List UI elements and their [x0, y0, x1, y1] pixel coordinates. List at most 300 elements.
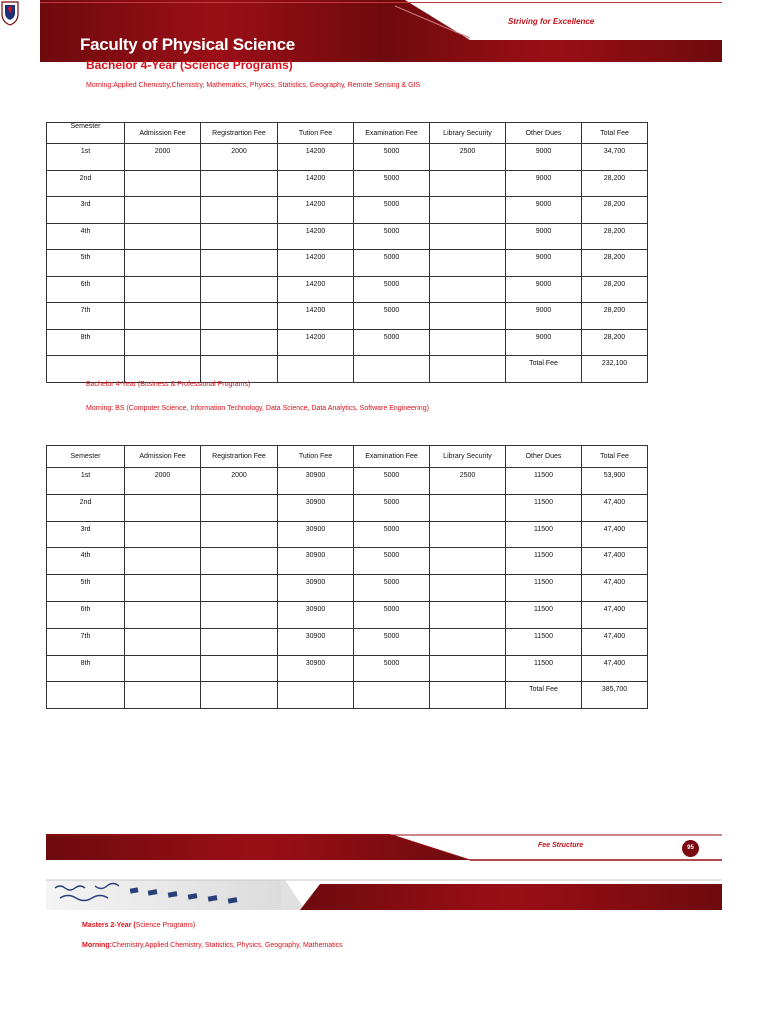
cell-value: 6th	[80, 605, 91, 613]
table-cell	[582, 197, 648, 224]
table-cell	[354, 223, 430, 250]
column-header: Registrartion Fee	[201, 446, 278, 468]
science-programs-heading: Bachelor 4-Year (Science Programs)	[86, 58, 293, 72]
table-cell	[278, 548, 354, 575]
cell-value	[125, 224, 200, 228]
column-header: Admission Fee	[125, 123, 201, 144]
cell-value: 11500	[534, 659, 553, 667]
table-cell	[125, 628, 201, 655]
table-cell	[506, 521, 582, 548]
table-cell	[201, 521, 278, 548]
cell-value: 11500	[534, 498, 553, 506]
cell-value: 5000	[383, 498, 400, 506]
table-cell	[125, 494, 201, 521]
table-cell	[125, 250, 201, 277]
cell-value: 8th	[80, 659, 91, 667]
table-cell	[201, 356, 278, 383]
cell-value: 9000	[535, 227, 552, 235]
table-cell	[582, 170, 648, 197]
science-fee-rows	[47, 144, 648, 383]
cell-value	[430, 629, 505, 633]
table-cell	[430, 329, 506, 356]
table-cell	[201, 197, 278, 224]
cell-value: 30900	[305, 579, 326, 587]
table-cell	[354, 468, 430, 495]
cell-value: 47,400	[603, 632, 626, 640]
cell-value	[430, 495, 505, 499]
cell-value: 28,200	[603, 201, 626, 208]
table-cell	[506, 548, 582, 575]
cell-value: 7th	[80, 632, 91, 640]
cell-value	[430, 548, 505, 552]
cell-value: 5000	[383, 525, 400, 533]
table-cell	[506, 197, 582, 224]
table-cell	[354, 356, 430, 383]
cell-value	[201, 197, 277, 201]
cell-value: 30900	[305, 659, 326, 667]
table-cell	[354, 276, 430, 303]
table-cell	[430, 548, 506, 575]
cell-value: 5000	[383, 605, 400, 613]
cell-value	[125, 548, 200, 552]
business-programs-line: Morning: BS (Computer Science, Information Technology, Data Science, Data Analytics, Software Engineering)	[86, 405, 429, 412]
cell-value: 5000	[383, 254, 400, 261]
table-cell	[506, 468, 582, 495]
total-label: Total Fee	[529, 686, 558, 694]
cell-value	[125, 330, 200, 334]
cell-value	[201, 575, 277, 579]
cell-value: 30900	[305, 498, 326, 506]
table-header-row	[47, 123, 648, 144]
cell-value: 9000	[535, 201, 552, 208]
table-cell	[430, 197, 506, 224]
table-cell	[125, 276, 201, 303]
cell-value: 5000	[383, 659, 400, 667]
table-cell	[354, 329, 430, 356]
table-cell	[430, 628, 506, 655]
table-cell	[47, 170, 125, 197]
table-cell	[582, 329, 648, 356]
table-cell	[582, 468, 648, 495]
table-cell	[278, 655, 354, 682]
cell-value: 28,200	[603, 254, 626, 261]
table-cell	[47, 601, 125, 628]
cell-value	[201, 224, 277, 228]
cell-value: 4th	[80, 227, 91, 235]
business-programs-heading: Bachelor 4-Year (Business & Professional Programs)	[86, 381, 251, 388]
masters-heading-bold: Masters 2-Year (	[82, 922, 136, 929]
cell-value	[125, 495, 200, 499]
university-crest-icon	[0, 0, 20, 26]
cell-value	[430, 224, 505, 228]
cell-value: 2000	[231, 148, 247, 155]
table-cell	[582, 223, 648, 250]
table-cell	[582, 144, 648, 171]
cell-value: 2500	[459, 148, 476, 155]
table-cell	[47, 521, 125, 548]
table-cell	[430, 521, 506, 548]
cell-value: 5000	[383, 201, 400, 208]
cell-value: 30900	[305, 632, 326, 640]
cell-value: 47,400	[603, 552, 626, 560]
table-cell	[125, 468, 201, 495]
cell-value: 6th	[80, 280, 91, 288]
table-cell	[354, 548, 430, 575]
cell-value	[201, 277, 277, 281]
table-cell	[506, 494, 582, 521]
table-cell	[47, 655, 125, 682]
morning-label: Morning:	[86, 82, 114, 89]
table-cell	[47, 468, 125, 495]
table-cell	[278, 303, 354, 330]
table-cell	[430, 655, 506, 682]
table-cell	[506, 223, 582, 250]
table-cell	[506, 250, 582, 277]
cell-value: 28,200	[603, 333, 626, 341]
cell-value: 5000	[383, 552, 400, 560]
cell-value	[430, 602, 505, 606]
motto: Striving for Excellence	[508, 17, 595, 26]
cell-value: 47,400	[603, 498, 626, 506]
cell-value: 11500	[534, 472, 553, 479]
table-cell	[506, 170, 582, 197]
table-cell	[430, 682, 506, 709]
cell-value	[201, 495, 277, 499]
cell-value: 3rd	[80, 525, 91, 533]
table-cell	[354, 575, 430, 602]
cell-value: 9000	[535, 280, 552, 288]
cell-value	[430, 303, 505, 307]
table-row	[47, 468, 648, 495]
table-cell	[201, 468, 278, 495]
table-row	[47, 250, 648, 277]
table-cell	[582, 575, 648, 602]
table-row	[47, 144, 648, 171]
cell-value: 11500	[534, 579, 553, 587]
cell-value: 2000	[231, 472, 247, 479]
cell-value: 11500	[534, 632, 553, 640]
page-number-badge: 95	[682, 840, 699, 857]
table-header-row	[47, 446, 648, 468]
cell-value	[125, 277, 200, 281]
cell-value: 28,200	[603, 280, 626, 288]
table-row	[47, 303, 648, 330]
table-cell	[47, 197, 125, 224]
table-cell	[201, 682, 278, 709]
table-cell	[582, 548, 648, 575]
cell-value	[201, 522, 277, 526]
table-cell	[506, 601, 582, 628]
cell-value: 5th	[80, 254, 91, 261]
table-row	[47, 548, 648, 575]
table-cell	[354, 494, 430, 521]
cell-value: 2000	[154, 148, 171, 155]
table-cell	[278, 494, 354, 521]
table-row	[47, 601, 648, 628]
table-cell	[278, 682, 354, 709]
table-cell	[278, 628, 354, 655]
table-cell	[47, 144, 125, 171]
cell-value: 1st	[80, 472, 91, 479]
table-cell	[582, 655, 648, 682]
table-cell	[201, 276, 278, 303]
table-cell	[125, 303, 201, 330]
table-cell	[354, 303, 430, 330]
cell-value: 14200	[305, 254, 326, 261]
table-cell	[354, 197, 430, 224]
table-cell	[201, 250, 278, 277]
table-cell	[354, 628, 430, 655]
table-cell	[201, 601, 278, 628]
column-header: Total Fee	[582, 446, 648, 468]
table-cell	[125, 548, 201, 575]
table-cell	[125, 521, 201, 548]
cell-value: 30900	[305, 525, 326, 533]
table-cell	[201, 329, 278, 356]
cell-value: 9000	[535, 307, 552, 314]
faculty-title: Faculty of Physical Science	[80, 35, 295, 54]
cell-value: 5000	[383, 227, 400, 235]
table-cell	[506, 356, 582, 383]
table-cell	[278, 144, 354, 171]
footer-banner	[0, 828, 768, 918]
column-header: Semester	[47, 446, 125, 468]
cell-value: 1st	[80, 148, 91, 155]
table-cell	[430, 276, 506, 303]
science-programs-list: Applied Chemistry,Chemistry, Mathematics, Physics, Statistics, Geography, Remote Sensing & GIS	[113, 82, 421, 89]
table-cell	[201, 223, 278, 250]
table-row	[47, 329, 648, 356]
cell-value	[125, 303, 200, 307]
table-cell	[278, 170, 354, 197]
table-cell	[430, 170, 506, 197]
cell-value	[201, 602, 277, 606]
cell-value: 9000	[535, 254, 552, 261]
cell-value: 28,200	[603, 227, 626, 235]
cell-value: 2nd	[79, 174, 92, 182]
table-cell	[278, 276, 354, 303]
cell-value	[430, 330, 505, 334]
cell-value: 47,400	[603, 605, 626, 613]
table-cell	[278, 197, 354, 224]
cell-value: 5000	[383, 280, 400, 288]
cell-value	[201, 629, 277, 633]
table-row	[47, 223, 648, 250]
table-cell	[125, 682, 201, 709]
cell-value: 14200	[305, 280, 326, 288]
cell-value: 11500	[534, 552, 553, 560]
cell-value: 9000	[535, 174, 552, 182]
table-cell	[125, 144, 201, 171]
table-cell	[201, 628, 278, 655]
column-header: Library Security	[430, 446, 506, 468]
table-cell	[278, 356, 354, 383]
cell-value	[201, 171, 277, 175]
table-cell	[354, 601, 430, 628]
cell-value	[125, 197, 200, 201]
table-cell	[125, 197, 201, 224]
table-row	[47, 494, 648, 521]
table-cell	[125, 223, 201, 250]
total-row	[47, 356, 648, 383]
table-cell	[47, 682, 125, 709]
table-cell	[201, 655, 278, 682]
cell-value: 8th	[80, 333, 91, 341]
cell-value: 5th	[80, 579, 91, 587]
cell-value: 47,400	[603, 525, 626, 533]
cell-value: 5000	[383, 472, 400, 479]
cell-value: 5000	[383, 307, 400, 314]
cell-value: 2000	[154, 472, 171, 479]
total-value: 385,700	[601, 686, 628, 694]
column-header: Other Dues	[506, 123, 582, 144]
column-header: Admission Fee	[125, 446, 201, 468]
cell-value	[125, 629, 200, 633]
table-cell	[125, 575, 201, 602]
table-cell	[278, 468, 354, 495]
cell-value	[201, 656, 277, 660]
table-cell	[47, 250, 125, 277]
table-cell	[201, 303, 278, 330]
table-row	[47, 197, 648, 224]
cell-value: 5000	[383, 148, 400, 155]
masters-programs-line	[82, 942, 343, 949]
table-cell	[278, 223, 354, 250]
table-row	[47, 170, 648, 197]
table-cell	[506, 303, 582, 330]
table-row	[47, 628, 648, 655]
cell-value: 5000	[383, 333, 400, 341]
cell-value	[201, 250, 277, 254]
table-cell	[201, 494, 278, 521]
table-cell	[354, 655, 430, 682]
table-cell	[430, 468, 506, 495]
table-cell	[430, 223, 506, 250]
column-header: Library Security	[430, 123, 506, 144]
masters-heading-normal: Science Programs)	[135, 922, 196, 929]
table-cell	[201, 144, 278, 171]
table-cell	[354, 144, 430, 171]
table-cell	[506, 575, 582, 602]
cell-value	[125, 250, 200, 254]
table-cell	[582, 356, 648, 383]
cell-value: 9000	[535, 333, 552, 341]
table-cell	[430, 250, 506, 277]
cell-value	[125, 171, 200, 175]
table-cell	[354, 250, 430, 277]
cell-value: 3rd	[80, 201, 91, 208]
cell-value: 11500	[534, 525, 553, 533]
cell-value: 14200	[305, 307, 326, 314]
cell-value: 4th	[80, 552, 91, 560]
table-cell	[354, 521, 430, 548]
table-cell	[506, 682, 582, 709]
column-header: Examination Fee	[354, 123, 430, 144]
table-cell	[125, 655, 201, 682]
total-value: 232,100	[601, 360, 628, 367]
table-cell	[430, 494, 506, 521]
table-cell	[278, 250, 354, 277]
table-cell	[582, 628, 648, 655]
cell-value	[430, 575, 505, 579]
table-cell	[430, 144, 506, 171]
table-cell	[582, 601, 648, 628]
table-cell	[278, 601, 354, 628]
table-cell	[506, 628, 582, 655]
cell-value	[430, 197, 505, 201]
table-cell	[506, 276, 582, 303]
table-cell	[582, 303, 648, 330]
table-cell	[430, 601, 506, 628]
table-row	[47, 521, 648, 548]
table-cell	[47, 356, 125, 383]
business-fee-table	[46, 445, 648, 709]
total-label: Total Fee	[529, 360, 558, 367]
cell-value: 14200	[305, 227, 326, 235]
table-cell	[125, 601, 201, 628]
table-cell	[582, 682, 648, 709]
science-fee-table	[46, 122, 648, 383]
table-cell	[47, 303, 125, 330]
cell-value	[430, 656, 505, 660]
table-cell	[201, 548, 278, 575]
total-row	[47, 682, 648, 709]
table-cell	[430, 356, 506, 383]
column-header: Examination Fee	[354, 446, 430, 468]
cell-value	[125, 522, 200, 526]
cell-value	[201, 330, 277, 334]
table-cell	[582, 250, 648, 277]
cell-value: 11500	[534, 605, 553, 613]
cell-value: 30900	[305, 552, 326, 560]
cell-value: 14200	[305, 333, 326, 341]
cell-value	[125, 656, 200, 660]
table-cell	[582, 276, 648, 303]
table-cell	[278, 329, 354, 356]
table-cell	[47, 628, 125, 655]
table-cell	[582, 521, 648, 548]
table-cell	[125, 170, 201, 197]
cell-value: 47,400	[603, 659, 626, 667]
table-cell	[125, 329, 201, 356]
table-row	[47, 575, 648, 602]
cell-value: 5000	[383, 579, 400, 587]
cell-value: 2nd	[79, 498, 92, 506]
cell-value: 14200	[305, 174, 326, 182]
table-cell	[47, 329, 125, 356]
cell-value	[430, 171, 505, 175]
column-header: Tution Fee	[278, 446, 354, 468]
cell-value	[430, 522, 505, 526]
column-header: Total Fee	[582, 123, 648, 144]
cell-value: 9000	[535, 148, 552, 155]
cell-value: 28,200	[603, 174, 626, 182]
cell-value	[201, 548, 277, 552]
cell-value: 2500	[459, 472, 476, 479]
science-programs-line	[86, 82, 420, 89]
cell-value	[125, 575, 200, 579]
table-cell	[582, 494, 648, 521]
table-cell	[430, 303, 506, 330]
cell-value	[430, 277, 505, 281]
cell-value: 14200	[305, 201, 326, 208]
table-cell	[201, 170, 278, 197]
cell-value: 5000	[383, 632, 400, 640]
cell-value	[201, 303, 277, 307]
masters-programs-list: Chemistry,Applied Chemistry, Statistics, Physics, Geography, Mathematics	[111, 942, 343, 949]
business-fee-rows	[47, 468, 648, 709]
cell-value	[125, 602, 200, 606]
